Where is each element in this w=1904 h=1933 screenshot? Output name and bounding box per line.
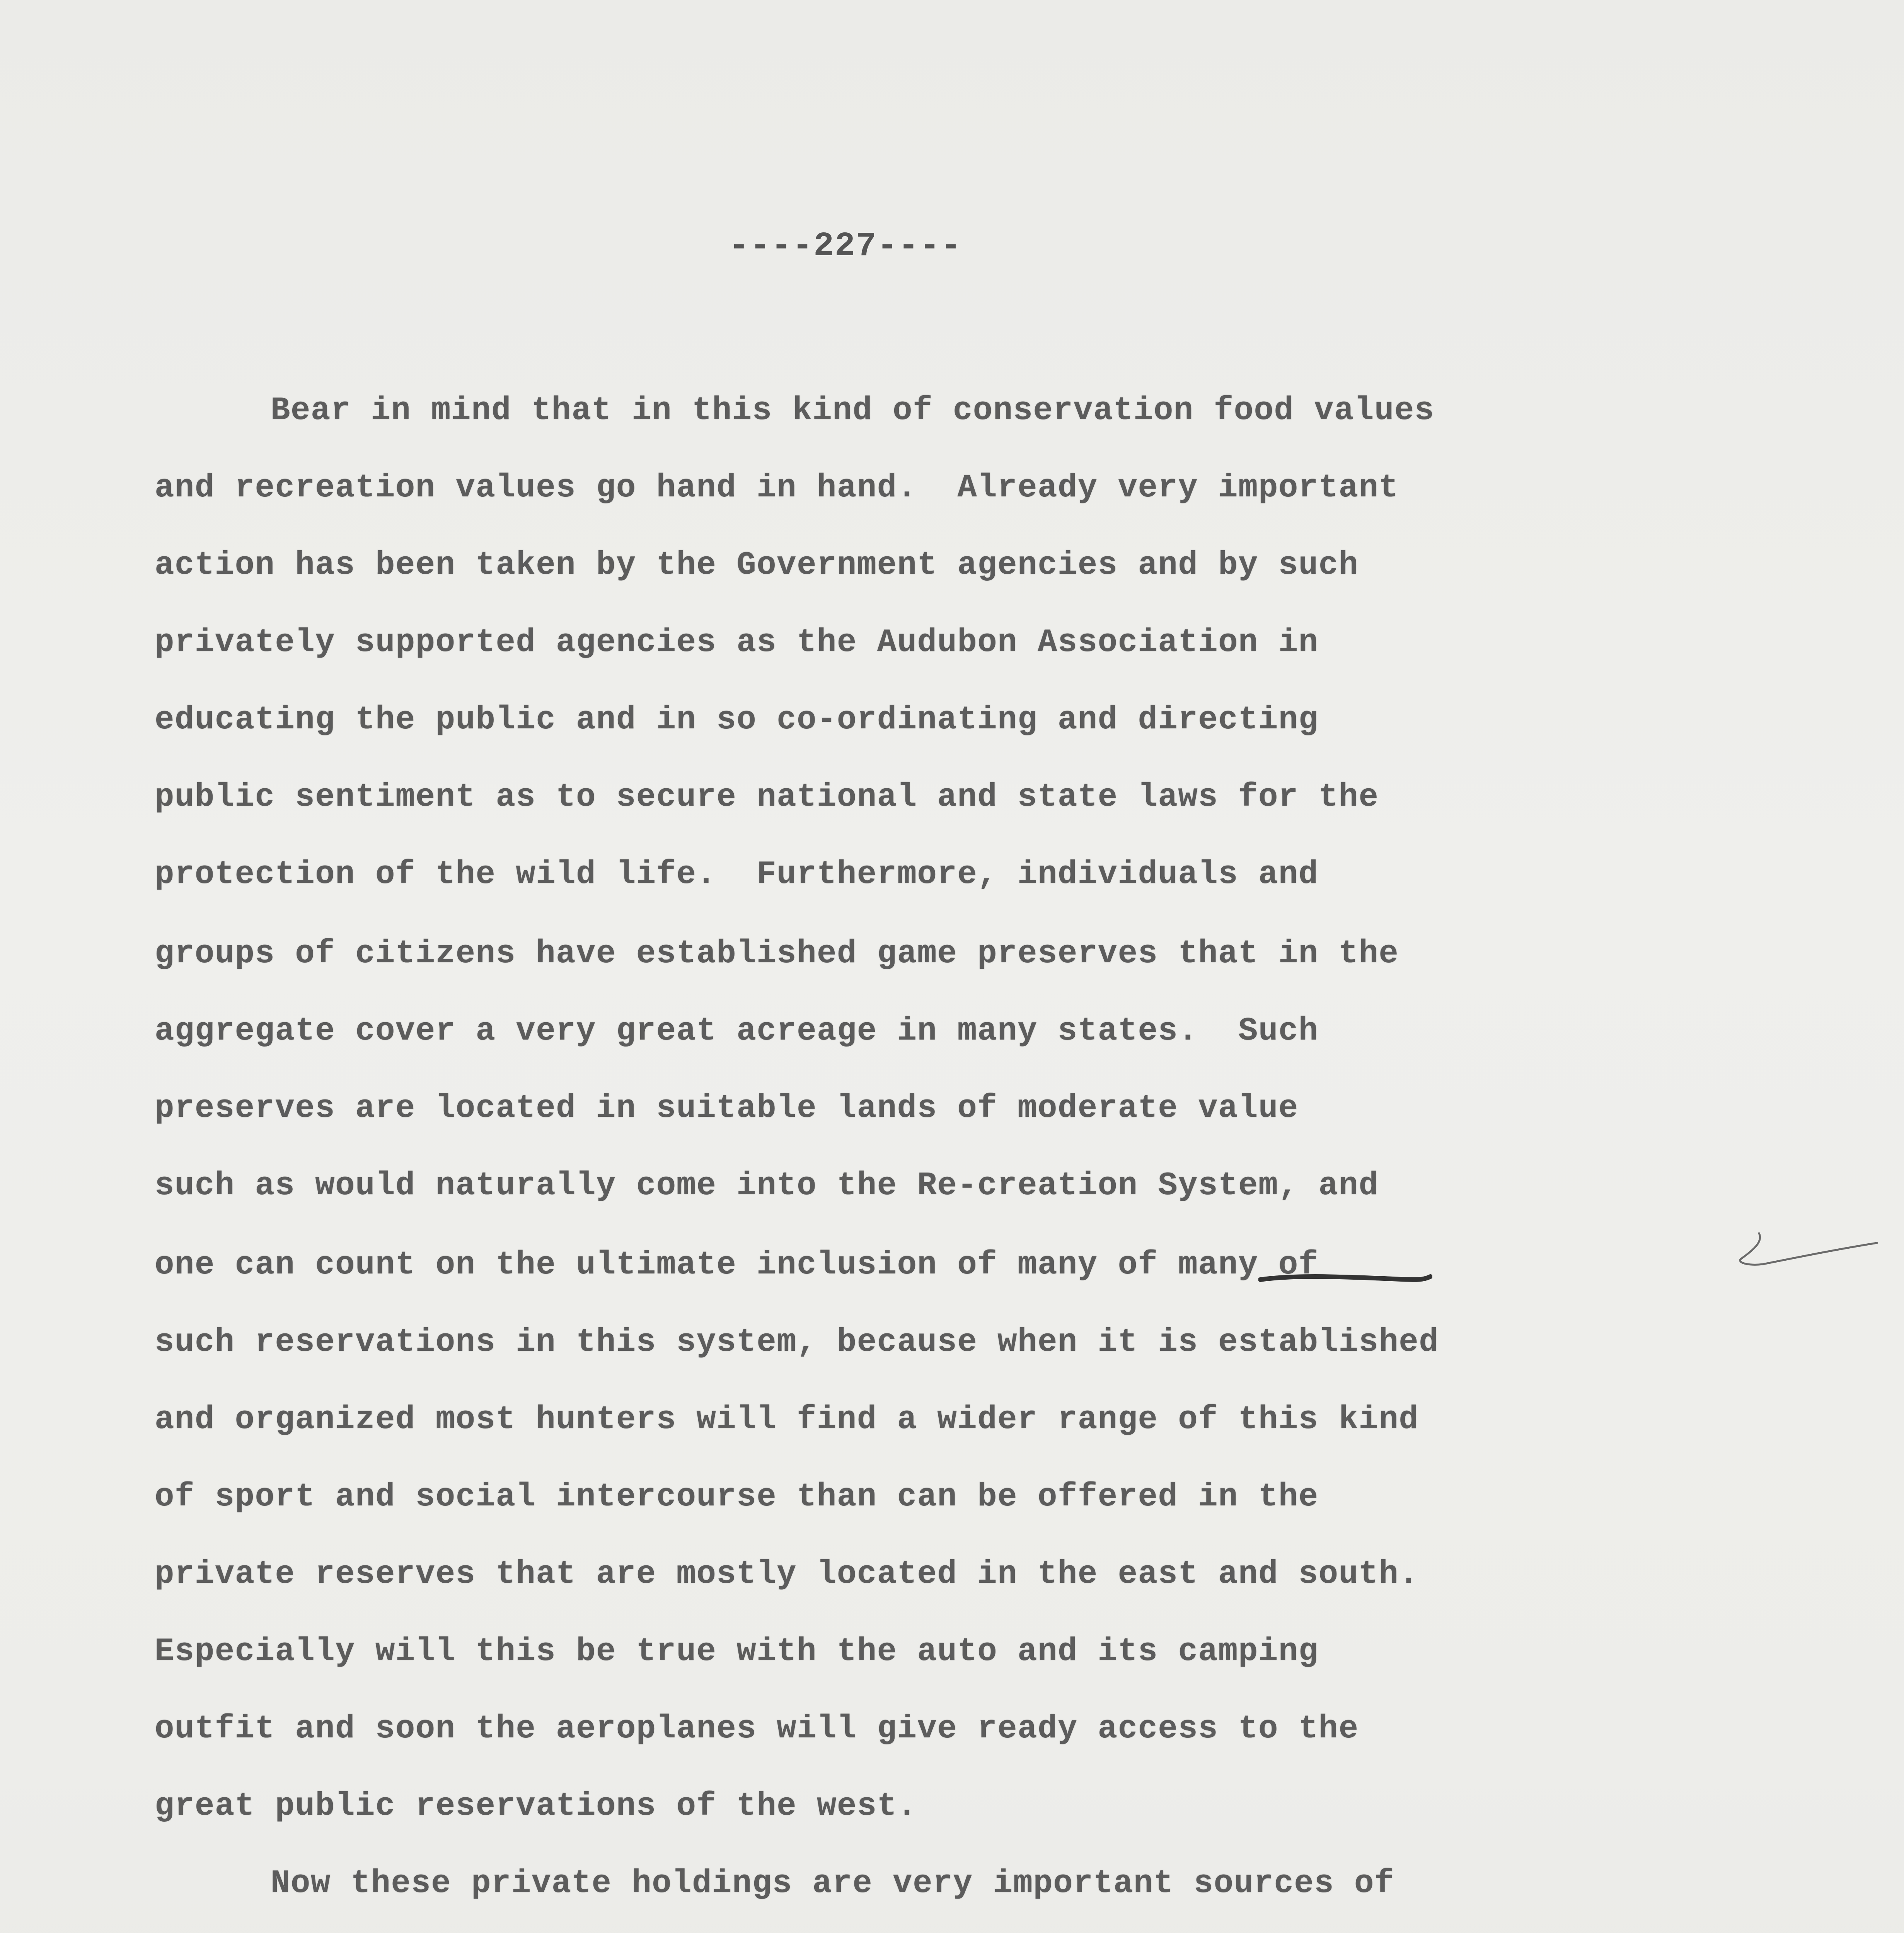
text-line: private reserves that are mostly located in the east and south. [155,1556,1419,1593]
text-line: Bear in mind that in this kind of conservation food values [271,392,1435,429]
text-line: protection of the wild life. Furthermore, individuals and [155,856,1319,893]
text-line: of sport and social intercourse than can be offered in the [155,1479,1319,1515]
text-line: and recreation values go hand in hand. Already very important [155,470,1399,506]
text-line: groups of citizens have established game preserves that in the [155,936,1399,972]
text-line: and organized most hunters will find a wider range of this kind [155,1401,1419,1438]
strikethrough-mark [1258,1270,1432,1285]
text-line: such as would naturally come into the Re-creation System, and [155,1168,1379,1204]
text-line: great public reservations of the west. [155,1788,917,1825]
text-line: outfit and soon the aeroplanes will give ready access to the [155,1711,1359,1747]
margin-pencil-mark [1732,1229,1879,1284]
text-line: Especially will this be true with the auto and its camping [155,1633,1319,1670]
page-number: ----227---- [729,227,962,266]
text-line: public sentiment as to secure national and state laws for the [155,779,1379,816]
text-line: privately supported agencies as the Audubon Association in [155,624,1319,661]
text-line: Now these private holdings are very important sources of [271,1865,1394,1902]
text-line: such reservations in this system, because when it is established [155,1324,1439,1361]
text-line: educating the public and in so co-ordinating and directing [155,702,1319,738]
text-line: aggregate cover a very great acreage in many states. Such [155,1013,1319,1050]
text-line: action has been taken by the Government agencies and by such [155,547,1359,584]
text-line: preserves are located in suitable lands of moderate value [155,1090,1299,1127]
text-line: one can count on the ultimate inclusion of many of many of [155,1247,1319,1284]
